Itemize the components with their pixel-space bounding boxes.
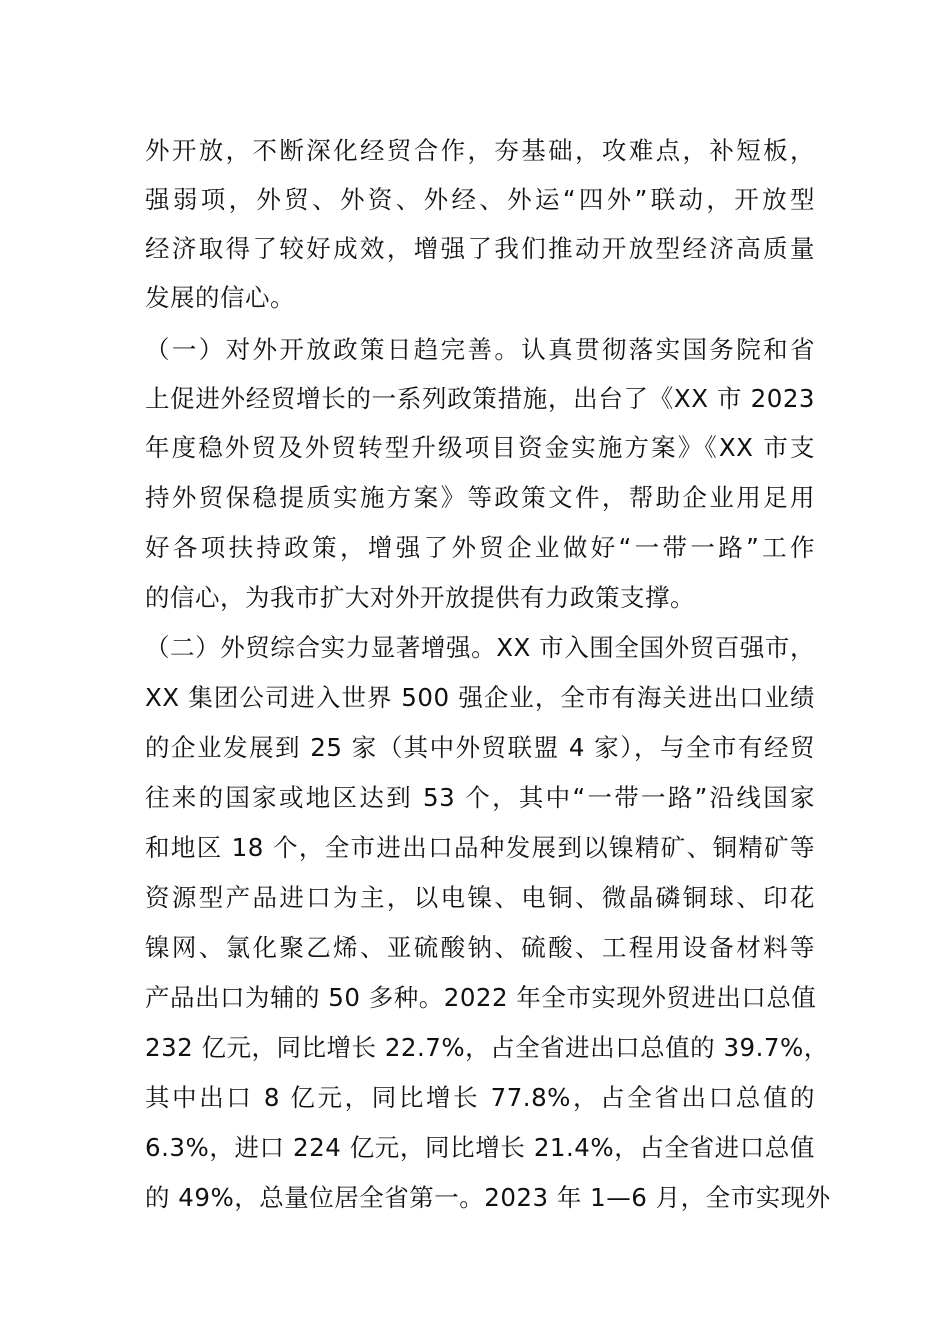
text-line: 产品出口为辅的 50 多种。2022 年全市实现外贸进出口总值 [145,983,817,1012]
section-heading-line: （一）对外开放政策日趋完善。认真贯彻落实国务院和省 [145,335,815,364]
text-line: 镍网、氯化聚乙烯、亚硫酸钠、硫酸、工程用设备材料等 [145,933,815,962]
text-line: 外开放，不断深化经贸合作，夯基础，攻难点，补短板， [145,136,815,165]
text-line: 强弱项，外贸、外资、外经、外运“四外”联动，开放型 [145,185,815,214]
text-line: XX 集团公司进入世界 500 强企业，全市有海关进出口业绩 [145,683,815,712]
section-heading-line: （二）外贸综合实力显著增强。XX 市入围全国外贸百强市， [145,633,815,662]
text-line: 上促进外经贸增长的一系列政策措施，出台了《XX 市 2023 [145,384,815,413]
text-line: 的企业发展到 25 家（其中外贸联盟 4 家），与全市有经贸 [145,733,815,762]
text-line: 6.3%，进口 224 亿元，同比增长 21.4%，占全省进口总值 [145,1133,815,1162]
text-line: 的 49%，总量位居全省第一。2023 年 1—6 月，全市实现外 [145,1183,831,1212]
text-line: 年度稳外贸及外贸转型升级项目资金实施方案》《XX 市支 [145,433,815,462]
text-line: 好各项扶持政策，增强了外贸企业做好“一带一路”工作 [145,533,815,562]
text-line: 持外贸保稳提质实施方案》等政策文件，帮助企业用足用 [145,483,815,512]
text-line: 往来的国家或地区达到 53 个，其中“一带一路”沿线国家 [145,783,815,812]
text-line: 发展的信心。 [145,283,295,312]
text-line: 232 亿元，同比增长 22.7%，占全省进出口总值的 39.7%， [145,1033,829,1062]
text-line: 其中出口 8 亿元，同比增长 77.8%，占全省出口总值的 [145,1083,815,1112]
text-line: 和地区 18 个，全市进出口品种发展到以镍精矿、铜精矿等 [145,833,815,862]
text-line: 经济取得了较好成效，增强了我们推动开放型经济高质量 [145,234,815,263]
text-line: 的信心，为我市扩大对外开放提供有力政策支撑。 [145,583,695,612]
text-line: 资源型产品进口为主，以电镍、电铜、微晶磷铜球、印花 [145,883,815,912]
